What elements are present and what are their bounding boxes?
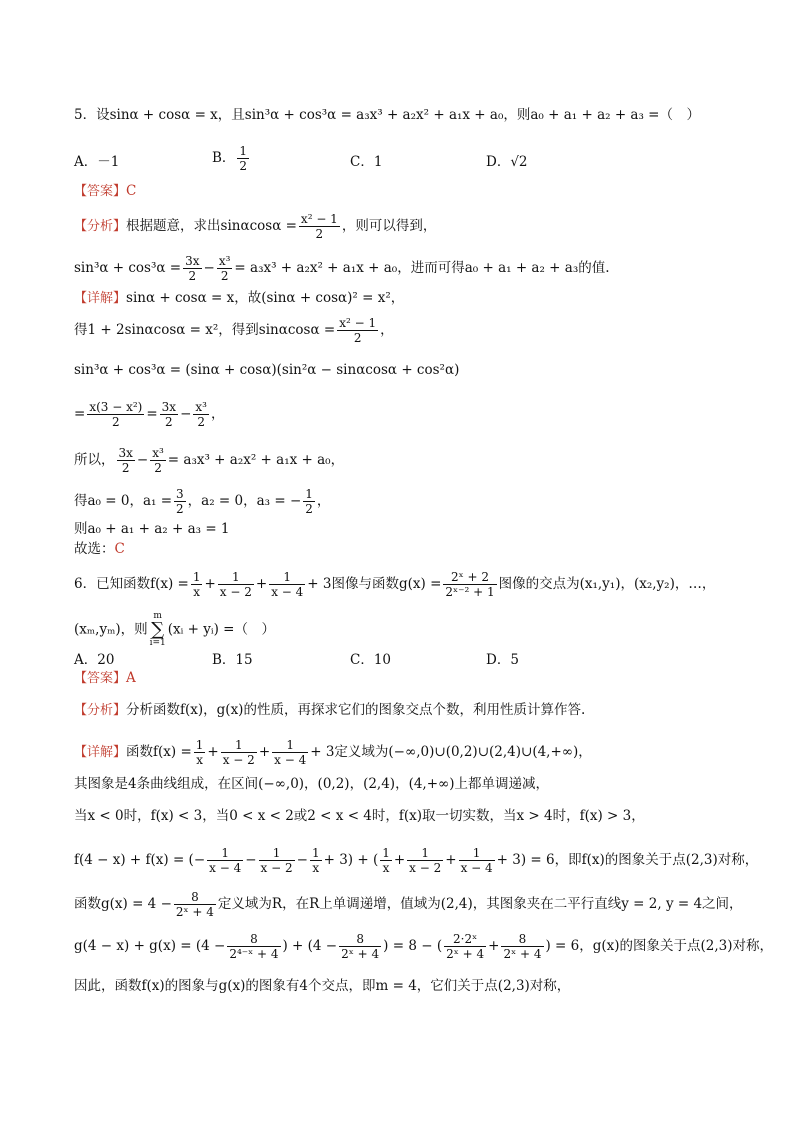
q6-option-a: A．20 [74, 652, 115, 668]
q5-option-b: B． $\frac{1}{2}$ [212, 144, 248, 173]
q5-detail-line4: = $\frac{\text{x(3 − x²)}}{2}$ = $\frac{3x}{2}$ − $\frac{\text{x³}}{2}$ ， [74, 400, 225, 429]
q5-detail-line2: 得1 + 2sinαcosα = x²，得到sinαcosα = $\frac{\text{x² − 1}}{2}$ ， [74, 316, 394, 345]
q5-analysis-line1: 【分析】根据题意，求出sinαcosα = $\frac{\text{x² − 1}}{2}$ ，则可以得到， [74, 212, 437, 241]
q5-analysis-line2: sin³α + cos³α = $\frac{3x}{2}$ − $\frac{\text{x³}}{2}$ = a₃x³ + a₂x² + a₁x + a₀，进而可得a₀ + a₁ + a₂ + a₃的值. [74, 254, 610, 283]
q6-option-b: B．15 [212, 652, 253, 668]
q6-analysis: 【分析】分析函数f(x)，g(x)的性质，再探求它们的图象交点个数，利用性质计算作答. [74, 702, 586, 718]
q5-detail-line1: 【详解】sinα + cosα = x，故(sinα + cosα)² = x²， [74, 290, 405, 306]
q5-detail-line7: 则a₀ + a₁ + a₂ + a₃ = 1 [74, 521, 230, 537]
q5-detail-line6: 得a₀ = 0，a₁ = $\frac{3}{2}$ ，a₂ = 0，a₃ = − $\frac{1}{2}$ ， [74, 487, 331, 516]
q6-detail-line3: 当x < 0时，f(x) < 3，当0 < x < 2或2 < x < 4时，f(x)取一切实数，当x > 4时，f(x) > 3， [74, 808, 645, 824]
q5-option-a: A．－1 [74, 154, 120, 170]
fraction: $\frac{1}{2}$ [239, 144, 248, 173]
q5-choice: 故选：C [74, 541, 125, 557]
q6-detail-line2: 其图象是4条曲线组成，在区间(−∞,0)，(0,2)，(2,4)，(4,+∞)上都单调递减， [74, 776, 550, 792]
q6-detail-line4: f(4 − x) + f(x) = (− $\frac{1}{x - 4}$ − $\frac{1}{x - 2}$ − $\frac{1}{x}$ + 3) + ( $\frac{1}{x}$ + $\frac{1}{x - 2}$ + $\frac{1}{x - 4}$ + 3) = 6，即f(x)的图象关于点(2,3)对称， [74, 846, 759, 875]
q5-detail-line5: 所以， $\frac{3x}{2}$ − $\frac{\text{x³}}{2}$ = a₃x³ + a₂x² + a₁x + a₀， [74, 446, 345, 475]
q6-option-c: C．10 [350, 652, 392, 668]
q5-detail-line3: sin³α + cos³α = (sinα + cosα)(sin²α − sinαcosα + cos²α) [74, 362, 460, 378]
q6-detail-line1: 【详解】函数f(x) = $\frac{1}{x}$ + $\frac{1}{x - 2}$ + $\frac{1}{x - 4}$ + 3定义域为(−∞,0)∪(0,2)∪(2,4)∪(4,+∞)， [74, 738, 592, 767]
q6-stem-line1: 6．已知函数f(x) = $\frac{1}{x}$ + $\frac{1}{x - 2}$ + $\frac{1}{x - 4}$ + 3图像与函数g(x) = $\frac{\text{2ˣ + 2}}{\text{2ˣ⁻² + 1}}$ 图像的交点为(x₁,y₁)，(x₂,y₂)，…， [74, 570, 716, 599]
q6-detail-line7: 因此，函数f(x)的图象与g(x)的图象有4个交点，即m = 4，它们关于点(2,3)对称， [74, 978, 571, 994]
q6-option-d: D．5 [486, 652, 519, 668]
q5-answer: 【答案】C [74, 183, 137, 199]
q5-stem: 5．设sinα + cosα = x，且sin³α + cos³α = a₃x³ + a₂x² + a₁x + a₀，则a₀ + a₁ + a₂ + a₃ =（ ） [74, 107, 700, 123]
summation: m ∑ i=1 [149, 611, 166, 648]
q6-stem-line2: (xₘ,yₘ)，则m ∑ i=1(xᵢ + yᵢ) =（ ） [74, 611, 275, 648]
q6-answer: 【答案】A [74, 670, 136, 686]
q6-detail-line6: g(4 − x) + g(x) = (4 − $\frac{8}{\text{2⁴⁻ˣ + 4}}$ ) + (4 − $\frac{8}{\text{2ˣ + 4}}$ ) = 8 − ( $\frac{\text{2·2ˣ}}{\text{2ˣ + 4}}$ + $\frac{8}{\text{2ˣ + 4}}$ ) = 6，g(x)的图象关于点(2,3)对称， [74, 932, 774, 961]
q6-detail-line5: 函数g(x) = 4 − $\frac{8}{\text{2ˣ + 4}}$ 定义域为R，在R上单调递增，值域为(2,4)，其图象夹在二平行直线y = 2, y = 4之间， [74, 890, 743, 919]
q5-option-c: C．1 [350, 154, 383, 170]
q5-option-d: D．√2 [486, 154, 528, 170]
